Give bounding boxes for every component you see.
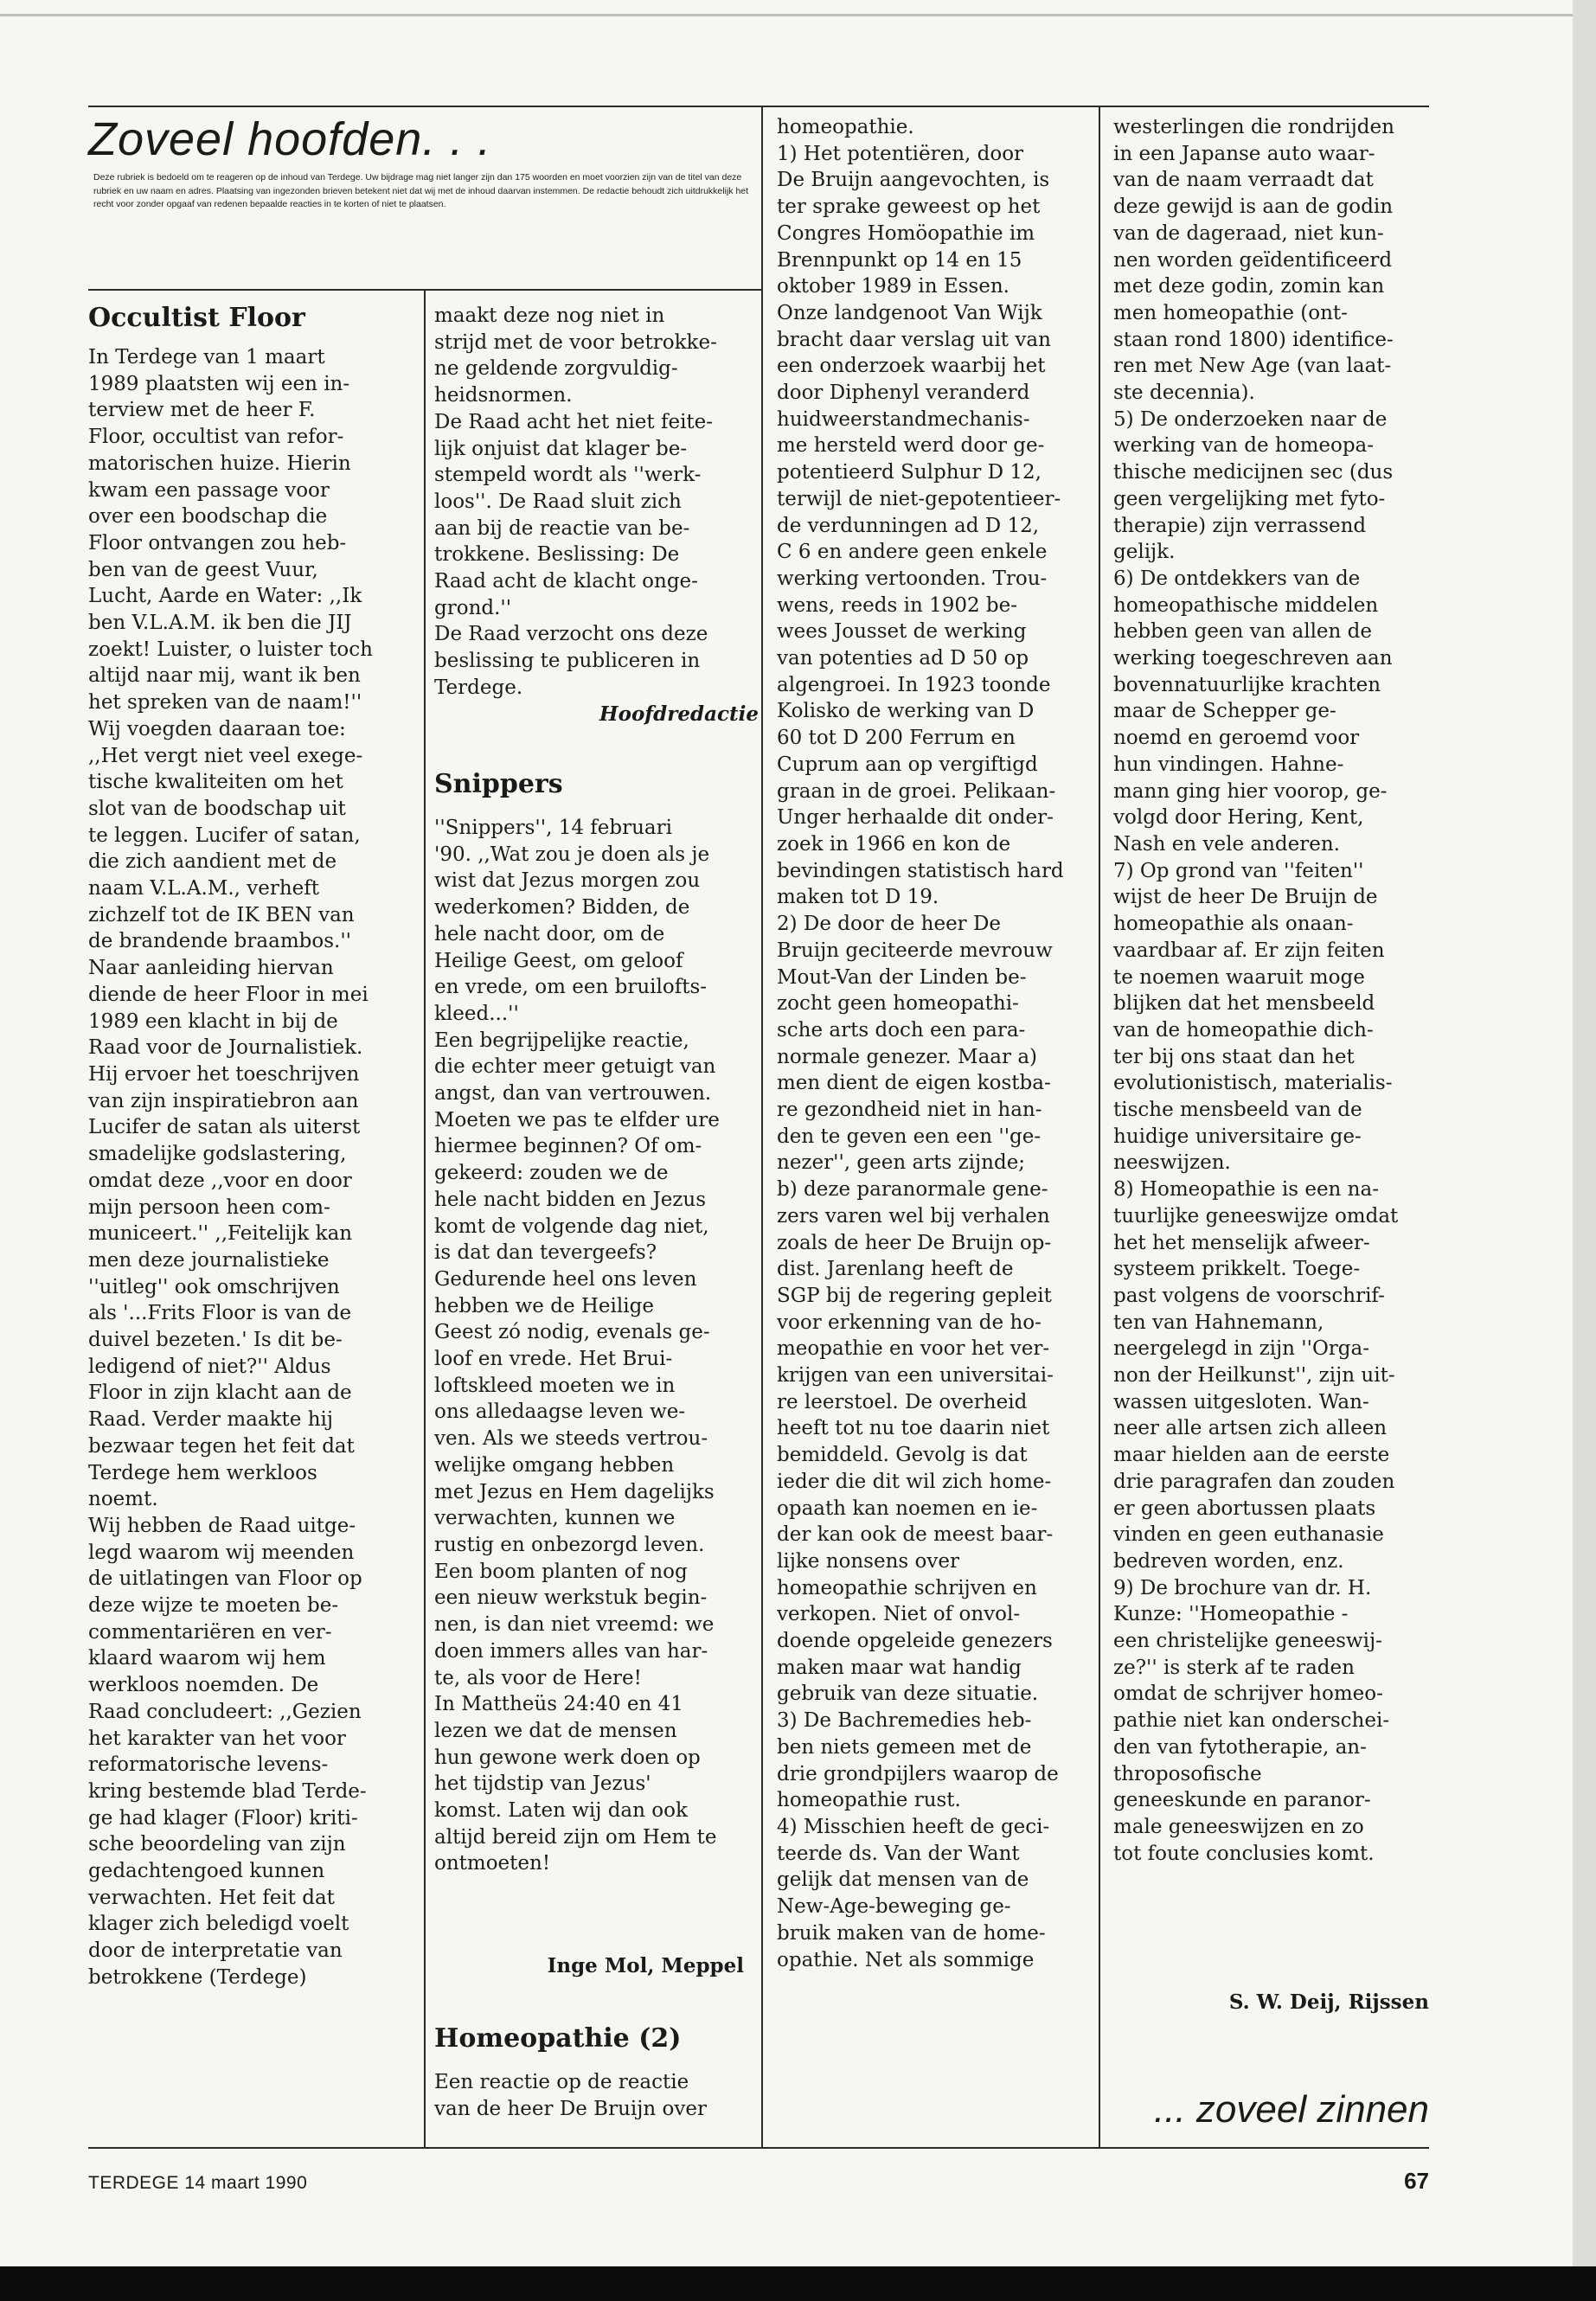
signature-hoofdredactie: Hoofdredactie: [599, 702, 759, 726]
homeopathie-column-4: [1113, 114, 1429, 1978]
snippers-column: [434, 815, 759, 1939]
occultist-body-1: In Terdege van 1 maart 1989 plaatsten wij een in- terview met de heer F. Floor, occultist van refor- matorischen huize. Hierin kwam een passage voor over een boodschap die Floor ontvangen zou heb- ben van de geest Vuur, Lucht, Aarde en Water: ,,Ik ben V.L.A.M. ik ben die JIJ zoekt! Luister, o luister toch altijd naar mij, want ik ben het spreken van de naam!'' Wij voegden daaraan toe: ,,Het vergt niet veel exege- tische kwaliteiten om het slot van de boodschap uit te leggen. Lucifer of satan, die zich aandient met de naam V.L.A.M., verheft zichzelf tot de IK BEN van de brandende braambos.'' Naar aanleiding hiervan diende de heer Floor in mei 1989 een klacht in bij de Raad voor de Journalistiek. Hij ervoer het toeschrijven van zijn inspiratiebron aan Lucifer de satan als uiterst smadelijke godslastering, omdat deze ,,voor en door mijn persoon heen com- municeert.'' ,,Feitelijk kan men deze journalistieke ''uitleg'' ook omschrijven als '...Frits Floor is van de duivel bezeten.' Is dit be- ledigend of niet?'' Aldus Floor in zijn klacht aan de Raad. Verder maakte hij bezwaar tegen het feit dat Terdege hem werkloos noemt. Wij hebben de Raad uitge- legd waarom wij meenden de uitlatingen van Floor op deze wijze te moeten be- commentariëren en ver- klaard waarom wij hem werkloos noemden. De Raad concludeert: ,,Gezien het karakter van het voor reformatorische levens- kring bestemde blad Terde- ge had klager (Floor) kriti- sche beoordeling van zijn gedachtengoed kunnen verwachten. Het feit dat klager zich beledigd voelt door de interpretatie van betrokkene (Terdege): [88, 346, 373, 1989]
heading-snippers: Snippers: [434, 769, 563, 799]
bottom-rule: [88, 2147, 1429, 2149]
snippers-body: ''Snippers'', 14 februari '90. ,,Wat zou je doen als je wist dat Jezus morgen zou wederkomen? Bidden, de hele nacht door, om de Heilige Geest, om geloof en vrede, om een bruilofts- kleed...'' Een begrijpelijke reactie, die echter meer getuigt van angst, dan van vertrouwen. Moeten we pas te elfder ure hiermee beginnen? Of om- gekeerd: zouden we de hele nacht bidden en Jezus komt de volgende dag niet, is dat dan tevergeefs? Gedurende heel ons leven hebben we de Heilige Geest zó nodig, evenals ge- loof en vrede. Het Brui- loftskleed moeten we in ons alledaagse leven we- ven. Als we steeds vertrou- welijke omgang hebben met Jezus en Hem dagelijks verwachten, kunnen we rustig en onbezorgd leven. Een boom planten of nog een nieuw werkstuk begin- nen, is dan niet vreemd: we doen immers alles van har- te, als voor de Here! In Mattheüs 24:40 en 41 lezen we dat de mensen hun gewone werk doen op het tijdstip van Jezus' komst. Laten wij dan ook altijd bereid zijn om Hem te ontmoeten!: [434, 817, 720, 1875]
section-title: Zoveel hoofden. . .: [88, 113, 492, 165]
signature-inge-mol: Inge Mol, Meppel: [547, 1954, 744, 1977]
heading-homeopathie: Homeopathie (2): [434, 2023, 682, 2054]
column-rule-3: [1099, 106, 1100, 2147]
homeopathie-column-2: [434, 2069, 759, 2130]
homeopathie-intro: Een reactie op de reactie van de heer De Bruijn over: [434, 2071, 707, 2120]
signature-deij: S. W. Deij, Rijssen: [1228, 1990, 1429, 2014]
column-rule-2: [761, 106, 763, 2147]
closing-tagline: ... zoveel zinnen: [1154, 2088, 1429, 2131]
top-edge-line: [0, 14, 1596, 16]
page-number: 67: [1404, 2168, 1429, 2194]
bottom-dark-band: [0, 2266, 1596, 2301]
section-intro: Deze rubriek is bedoeld om te reageren op de inhoud van Terdege. Uw bijdrage mag niet langer zijn dan 175 woorden en moet voorzien zijn van de titel van deze rubriek en uw naam en adres. Plaatsing van ingezonden brieven betekent niet dat wij met de inhoud daarvan instemmen. De redactie behoudt zich uitdrukkelijk het recht voor zonder opgaaf van redenen bepaalde reacties in te korten of niet te plaatsen.: [93, 172, 749, 209]
homeopathie-body-3: homeopathie. 1) Het potentiëren, door De Bruijn aangevochten, is ter sprake geweest op het Congres Homöopathie im Brennpunkt op 14 en 15 oktober 1989 in Essen. Onze landgenoot Van Wijk bracht daar verslag uit van een onderzoek waarbij het door Diphenyl veranderd huidweerstandmechanis- me hersteld werd door ge- potentieerd Sulphur D 12, terwijl de niet-gepotentieer- de verdunningen ad D 12, C 6 en andere geen enkele werking vertoonden. Trou- wens, reeds in 1902 be- wees Jousset de werking van potenties ad D 50 op algengroei. In 1923 toonde Kolisko de werking van D 60 tot D 200 Ferrum en Cuprum aan op vergiftigd graan in de groei. Pelikaan- Unger herhaalde dit onder- zoek in 1966 en kon de bevindingen statistisch hard maken tot D 19. 2) De door de heer De Bruijn geciteerde mevrouw Mout-Van der Linden be- zocht geen homeopathi- sche arts doch een para- normale genezer. Maar a) men dient de eigen kostba- re gezondheid niet in han- den te geven een een ''ge- nezer'', geen arts zijnde; b) deze paranormale gene- zers varen wel bij verhalen zoals de heer De Bruijn op- dist. Jarenlang heeft de SGP bij de regering gepleit voor erkenning van de ho- meopathie en voor het ver- krijgen van een universitai- re leerstoel. De overheid heeft tot nu toe daarin niet bemiddeld. Gevolg is dat ieder die dit wil zich home- opaath kan noemen en ie- der kan ook de meest baar- lijke nonsens over homeopathie schrijven en verkopen. Niet of onvol- doende opgeleide genezers maken maar wat handig gebruik van deze situatie. 3) De Bachremedies heb- ben niets gemeen met de drie grondpijlers waarop de homeopathie rust. 4) Misschien heeft de geci- teerde ds. Van der Want gelijk dat mensen van de New-Age-beweging ge- bruik maken van de home- opathie. Net als sommige: [777, 116, 1064, 1971]
occultist-column-2: [434, 303, 759, 718]
footer-publication: TERDEGE 14 maart 1990: [88, 2173, 308, 2193]
homeopathie-body-4: westerlingen die rondrijden in een Japanse auto waar- van de naam verraadt dat deze gewijd is aan de godin van de dageraad, niet kun- nen worden geïdentificeerd met deze godin, zomin kan men homeopathie (ont- staan rond 1800) identifice- ren met New Age (van laat- ste decennia). 5) De onderzoeken naar de werking van de homeopa- thische medicijnen sec (dus geen vergelijking met fyto- therapie) zijn verrassend gelijk. 6) De ontdekkers van de homeopathische middelen hebben geen van allen de werking toegeschreven aan bovennatuurlijke krachten maar de Schepper ge- noemd en geroemd voor hun vindingen. Hahne- mann ging hier voorop, ge- volgd door Hering, Kent, Nash en vele anderen. 7) Op grond van ''feiten'' wijst de heer De Bruijn de homeopathie als onaan- vaardbaar af. Er zijn feiten te noemen waaruit moge blijken dat het mensbeeld van de homeopathie dich- ter bij ons staat dan het evolutionistisch, materialis- tische mensbeeld van de huidige universitaire ge- neeswijzen. 8) Homeopathie is een na- tuurlijke geneeswijze omdat het het menselijk afweer- systeem prikkelt. Toege- past volgens de voorschrif- ten van Hahnemann, neergelegd in zijn ''Orga- non der Heilkunst'', zijn uit- wassen uitgesloten. Wan- neer alle artsen zich alleen maar hielden aan de eerste drie paragrafen dan zouden er geen abortussen plaats vinden en geen euthanasie bedreven worden, enz. 9) De brochure van dr. H. Kunze: ''Homeopathie - een christelijke geneeswij- ze?'' is sterk af te raden omdat de schrijver homeo- pathie niet kan onderschei- den van fytotherapie, an- throposofische geneeskunde en paranor- male geneeswijzen en zo tot foute conclusies komt.: [1113, 116, 1399, 1865]
heading-occultist-floor: Occultist Floor: [88, 303, 305, 333]
page-right-edge: [1573, 0, 1596, 2266]
occultist-body-2: maakt deze nog niet in strijd met de voor betrokke- ne geldende zorgvuldig- heidsnormen. De Raad acht het niet feite- lijk onjuist dat klager be- stempeld wordt als ''werk- loos''. De Raad sluit zich aan bij de reactie van be- trokkene. Beslissing: De Raad acht de klacht onge- grond.'' De Raad verzocht ons deze beslissing te publiceren in Terdege.: [434, 304, 717, 699]
occultist-column-1: [88, 344, 421, 2144]
column-rule-1: [424, 289, 426, 2147]
intro-rule: [88, 289, 761, 291]
top-rule: [88, 106, 1429, 107]
homeopathie-column-3: [777, 114, 1095, 2137]
